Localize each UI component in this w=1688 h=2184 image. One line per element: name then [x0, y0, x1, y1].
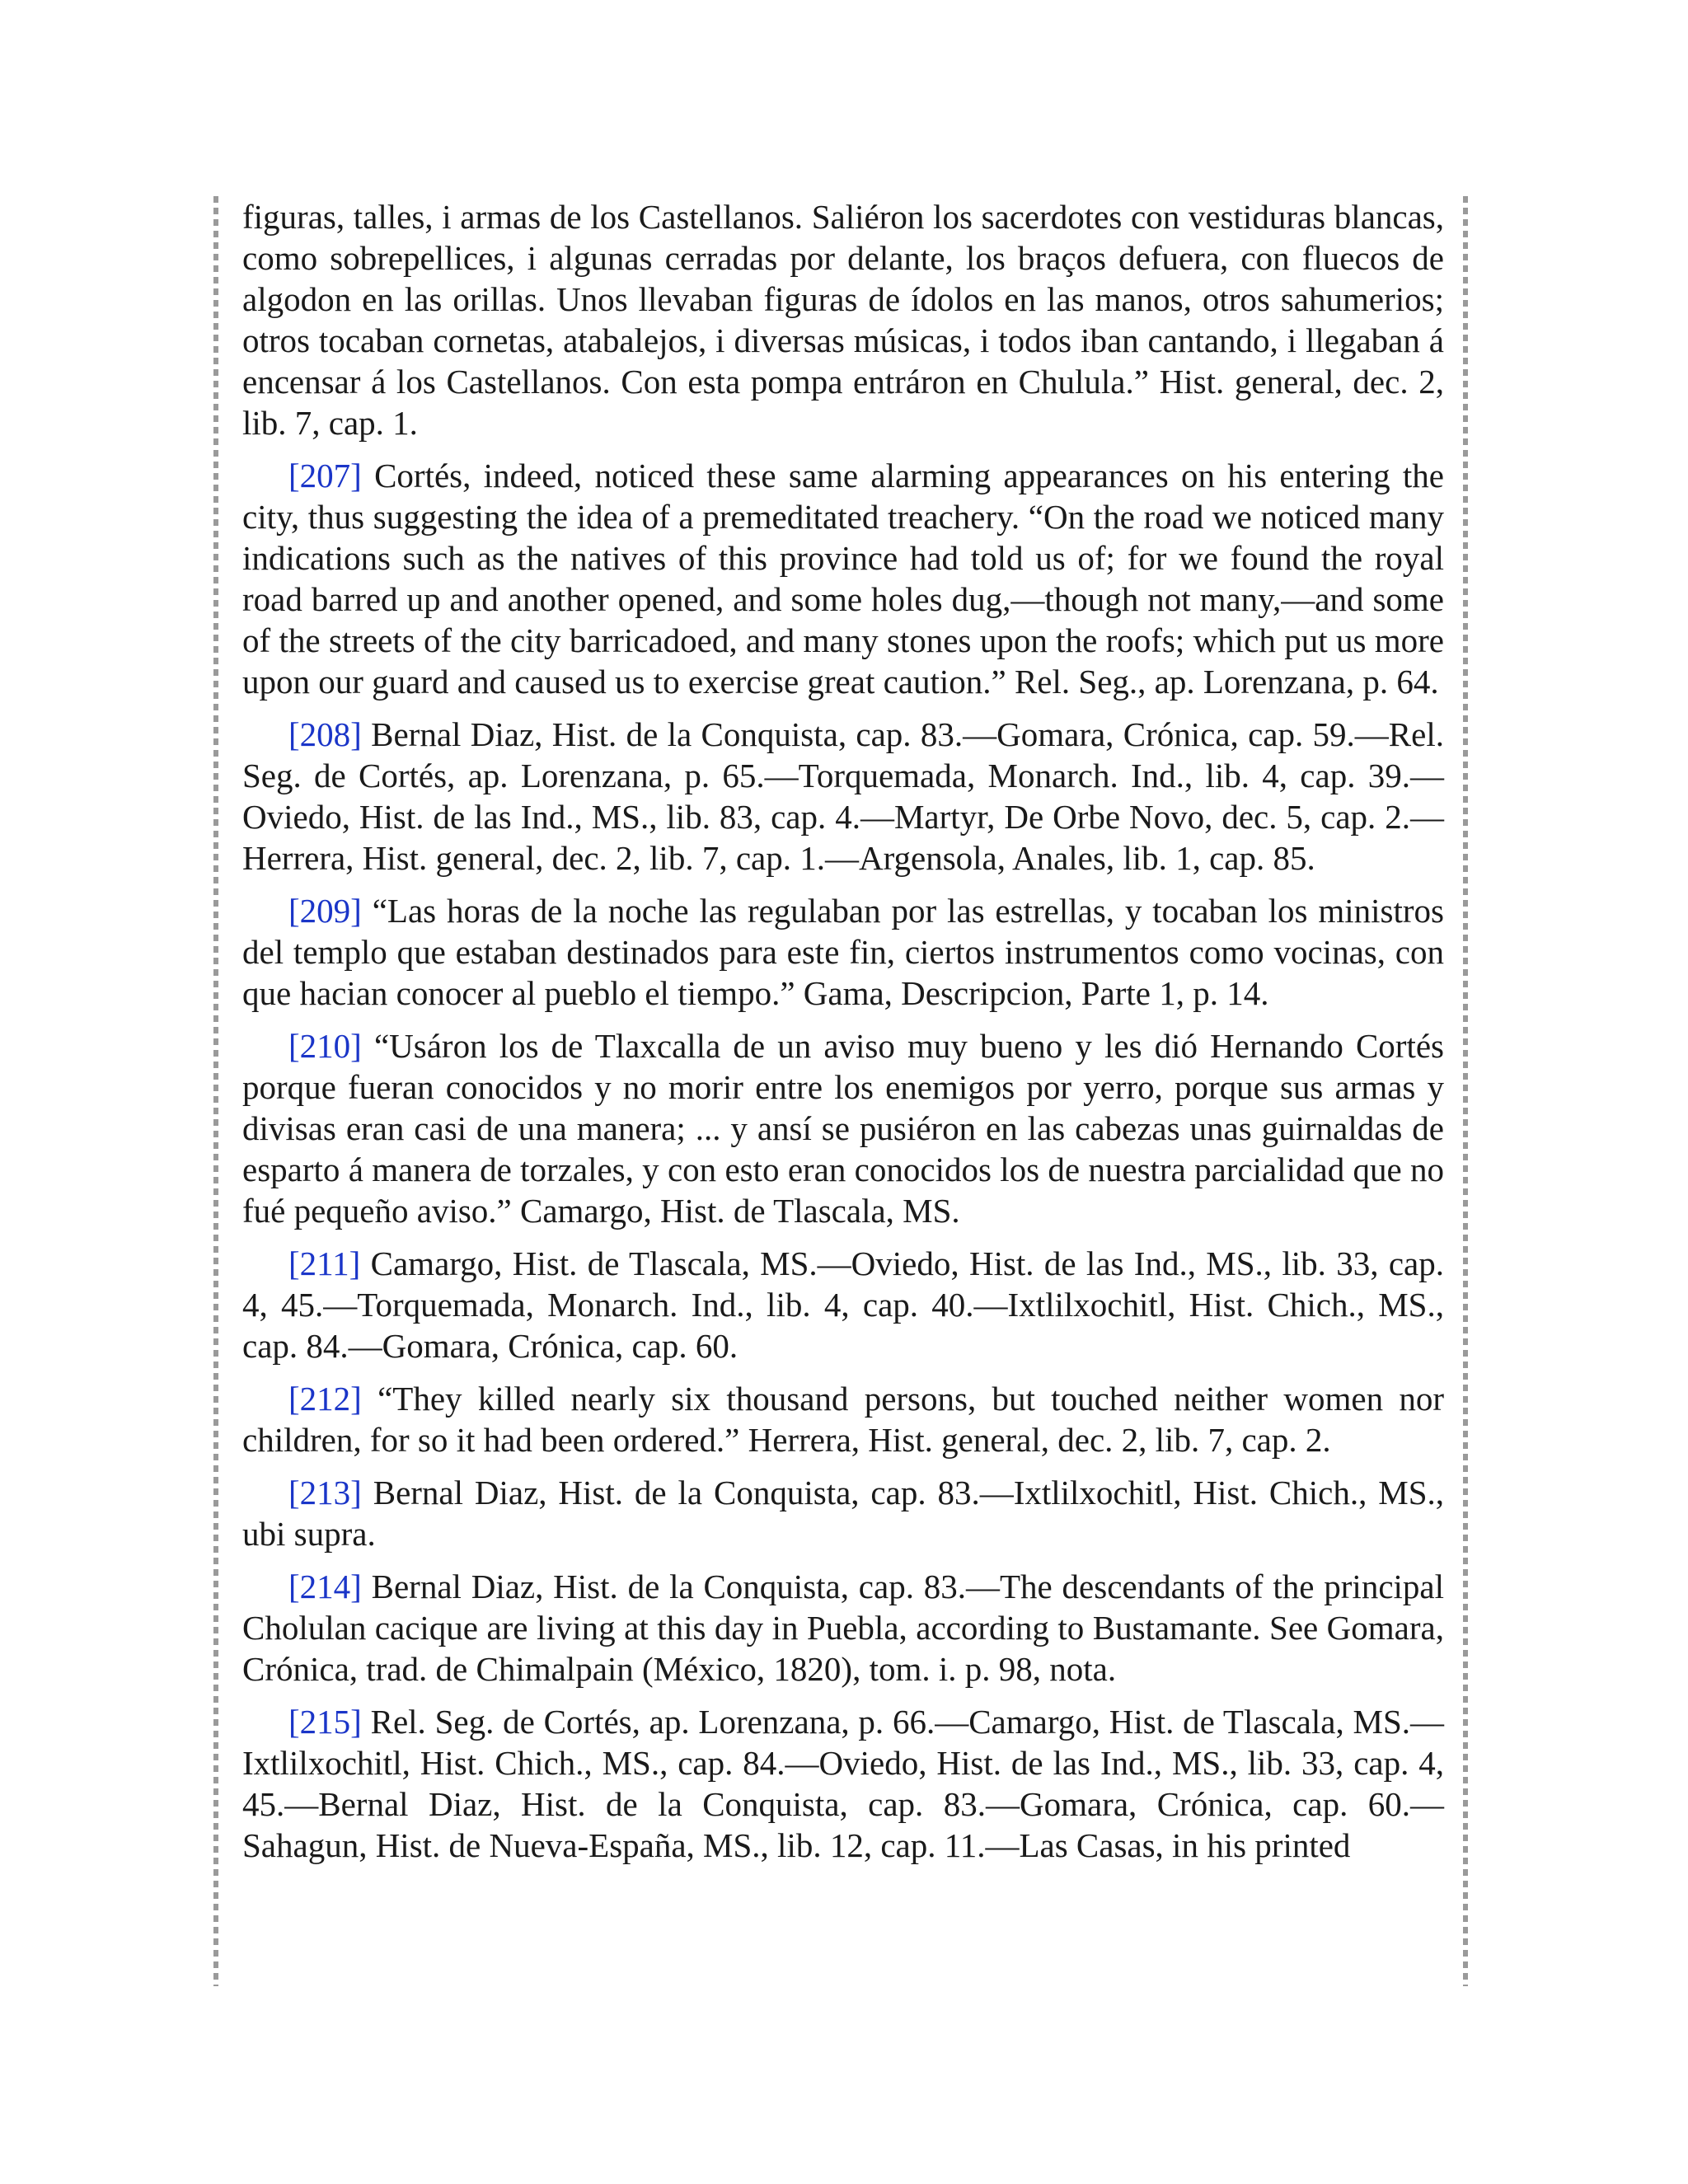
page-content: [213, 196, 1474, 1986]
footnote-text: Cortés, indeed, noticed these same alarming appearances on his entering the city, thus suggesting the idea of a premeditated treachery. “On the road we noticed many indications such as the natives of this province had told us of; for we found the royal road barred up and another opened, and some holes dug,—though not many,—and some of the streets of the city barricadoed, and many stones upon the roofs; which put us more upon our guard and caused us to exercise great caution.” Rel. Seg., ap. Lorenzana, p. 64.: [242, 457, 1444, 701]
footnote-text: Rel. Seg. de Cortés, ap. Lorenzana, p. 66.—Camargo, Hist. de Tlascala, MS.—Ixtlilxochitl, Hist. Chich., MS., cap. 84.—Oviedo, Hist. de las Ind., MS., lib. 33, cap. 4, 45.—Bernal Diaz, Hist. de la Conquista, cap. 83.—Gomara, Crónica, cap. 60.—Sahagun, Hist. de Nueva-España, MS., lib. 12, cap. 11.—Las Casas, in his printed: [242, 1703, 1445, 1864]
footnote-link-213[interactable]: [213]: [288, 1474, 362, 1511]
footnote-210: [242, 1025, 1444, 1231]
footnote-link-210[interactable]: [210]: [288, 1027, 362, 1065]
footnote-215: [242, 1701, 1444, 1866]
footnote-continuation: [242, 196, 1444, 443]
footnote-link-212[interactable]: [212]: [288, 1380, 362, 1418]
footnote-211: [242, 1243, 1444, 1366]
footnotes-text: [242, 196, 1444, 1877]
footnote-212: [242, 1378, 1444, 1460]
footnote-209: [242, 890, 1444, 1014]
footnote-208: [242, 714, 1444, 879]
footnote-link-214[interactable]: [214]: [288, 1568, 362, 1605]
footnote-text: “Las horas de la noche las regulaban por las estrellas, y tocaban los ministros del templo que estaban destinados para este fin, ciertos instrumentos como vocinas, con que hacian conocer al pueblo el tiempo.” Gama, Descripcion, Parte 1, p. 14.: [242, 892, 1444, 1012]
footnote-text: Camargo, Hist. de Tlascala, MS.—Oviedo, Hist. de las Ind., MS., lib. 33, cap. 4, 45.—Torquemada, Monarch. Ind., lib. 4, cap. 40.—Ixtlilxochitl, Hist. Chich., MS., cap. 84.—Gomara, Crónica, cap. 60.: [242, 1244, 1444, 1365]
footnote-207: [242, 455, 1444, 702]
footnote-link-215[interactable]: [215]: [288, 1703, 362, 1741]
footnote-link-207[interactable]: [207]: [288, 457, 362, 494]
footnote-text: Bernal Diaz, Hist. de la Conquista, cap. 83.—The descendants of the principal Cholulan cacique are living at this day in Puebla, according to Bustamante. See Gomara, Crónica, trad. de Chimalpain (México, 1820), tom. i. p. 98, nota.: [242, 1568, 1445, 1688]
footnote-link-211[interactable]: [211]: [288, 1244, 361, 1282]
footnote-213: [242, 1472, 1444, 1554]
footnote-text: Bernal Diaz, Hist. de la Conquista, cap. 83.—Ixtlilxochitl, Hist. Chich., MS., ubi supra.: [242, 1474, 1445, 1553]
footnote-text: Bernal Diaz, Hist. de la Conquista, cap. 83.—Gomara, Crónica, cap. 59.—Rel. Seg. de Cortés, ap. Lorenzana, p. 65.—Torquemada, Monarch. Ind., lib. 4, cap. 39.—Oviedo, Hist. de las Ind., MS., lib. 83, cap. 4.—Martyr, De Orbe Novo, dec. 5, cap. 2.—Herrera, Hist. general, dec. 2, lib. 7, cap. 1.—Argensola, Anales, lib. 1, cap. 85.: [242, 715, 1444, 877]
footnote-link-209[interactable]: [209]: [288, 892, 362, 930]
footnote-text: “Usáron los de Tlaxcalla de un aviso muy bueno y les dió Hernando Cortés porque fueran conocidos y no morir entre los enemigos por yerro, porque sus armas y divisas eran casi de una manera; ... y ansí se pusiéron en las cabezas unas guirnaldas de esparto á manera de torzales, y con esto eran conocidos los de nuestra parcialidad que no fué pequeño aviso.” Camargo, Hist. de Tlascala, MS.: [242, 1027, 1445, 1230]
footnote-text: “They killed nearly six thousand persons, but touched neither women nor children, for so it had been ordered.” Herrera, Hist. general, dec. 2, lib. 7, cap. 2.: [242, 1380, 1445, 1459]
footnote-text: figuras, talles, i armas de los Castellanos. Saliéron los sacerdotes con vestiduras blancas, como sobrepellices, i algunas cerradas por delante, los braços defuera, con fluecos de algodon en las orillas. Unos llevaban figuras de ídolos en las manos, otros sahumerios; otros tocaban cornetas, atabalejos, i diversas músicas, i todos iban cantando, i llegaban á encensar á los Castellanos. Con esta pompa entráron en Chulula.” Hist. general, dec. 2, lib. 7, cap. 1.: [242, 198, 1444, 442]
footnote-link-208[interactable]: [208]: [288, 715, 362, 753]
footnote-214: [242, 1566, 1444, 1690]
